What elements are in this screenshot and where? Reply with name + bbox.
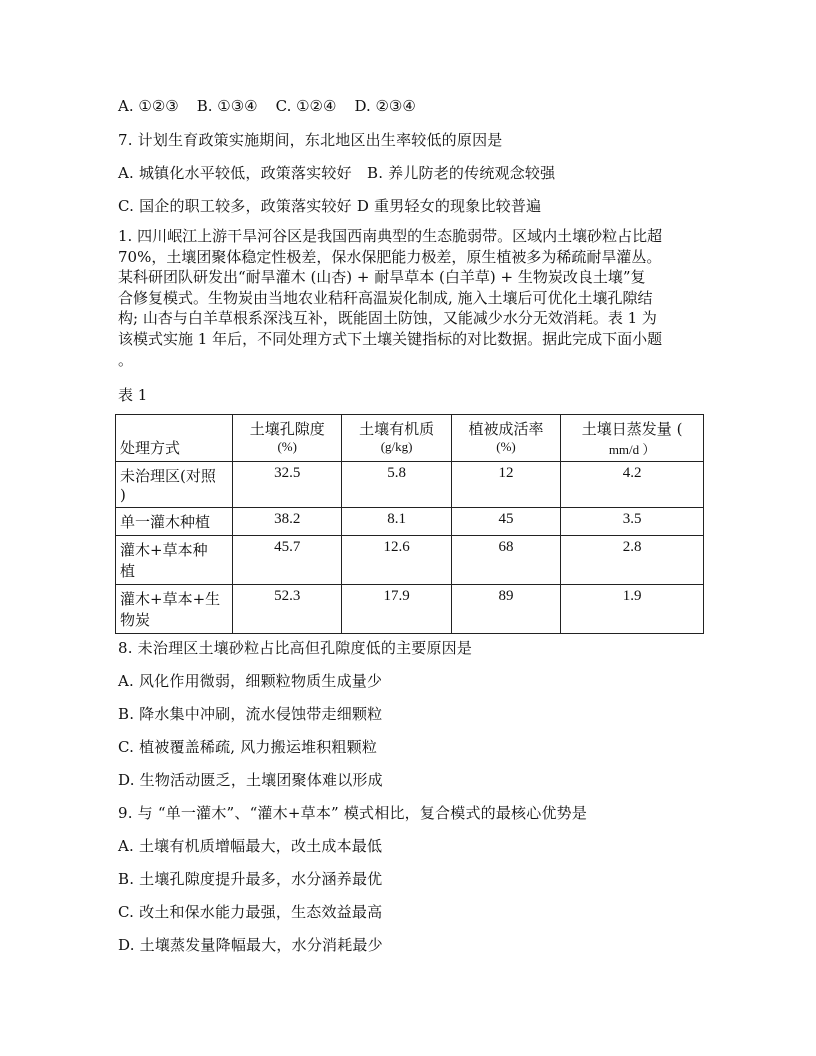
- passage-line: 合修复模式。生物炭由当地农业秸秆高温炭化制成, 施入土壤后可优化土壤孔隙结: [118, 288, 653, 307]
- q8-option-b: B. 降水集中冲刷，流水侵蚀带走细颗粒: [118, 705, 383, 723]
- q6-option-b: B. ①③④: [196, 97, 258, 115]
- passage-line: 。: [118, 350, 134, 369]
- q6-options: [118, 96, 416, 116]
- cell-organic-matter: 5.8: [342, 462, 451, 508]
- q7-options-ab: A. 城镇化水平较低，政策落实较好 B. 养儿防老的传统观念较强: [118, 164, 556, 182]
- cell-survival-rate: 89: [451, 585, 560, 634]
- table-row: [116, 536, 704, 585]
- q9-option-b: B. 土壤孔隙度提升最多，水分涵养最优: [118, 870, 383, 888]
- header-survival-rate: 植被成活率 (%): [451, 415, 560, 462]
- row-label: 未治理区(对照 ): [116, 462, 233, 508]
- q6-option-d: D. ②③④: [354, 97, 416, 115]
- passage-line: 构; 山杏与白羊草根系深浅互补，既能固土防蚀，又能减少水分无效消耗。表 1 为: [118, 309, 657, 328]
- data-table: [115, 414, 704, 634]
- cell-porosity: 32.5: [233, 462, 342, 508]
- row-label: 单一灌木种植: [116, 508, 233, 536]
- table-row: [116, 462, 704, 508]
- material-passage: [118, 226, 708, 370]
- q8-stem: 8. 未治理区土壤砂粒占比高但孔隙度低的主要原因是: [118, 639, 473, 657]
- q9-option-a: A. 土壤有机质增幅最大，改土成本最低: [118, 837, 383, 855]
- cell-porosity: 45.7: [233, 536, 342, 585]
- table-header-row: [116, 415, 704, 462]
- header-organic-matter: 土壤有机质 (g/kg): [342, 415, 451, 462]
- cell-evaporation: 2.8: [561, 536, 704, 585]
- q6-option-c: C. ①②④: [275, 97, 337, 115]
- table-row: [116, 585, 704, 634]
- header-treatment: 处理方式: [116, 415, 233, 462]
- cell-organic-matter: 8.1: [342, 508, 451, 536]
- cell-porosity: 38.2: [233, 508, 342, 536]
- passage-line: 70%，土壤团聚体稳定性极差，保水保肥能力极差，原生植被多为稀疏耐旱灌丛。: [118, 247, 662, 266]
- q9-option-d: D. 土壤蒸发量降幅最大，水分消耗最少: [118, 936, 383, 954]
- row-label: 灌木+草本+生 物炭: [116, 585, 233, 634]
- q6-option-a: A. ①②③: [118, 97, 179, 115]
- table-row: [116, 508, 704, 536]
- q9-stem: 9. 与 “单一灌木”、“灌木+草本” 模式相比，复合模式的最核心优势是: [118, 804, 588, 822]
- q8-option-d: D. 生物活动匮乏，土壤团聚体难以形成: [118, 771, 383, 789]
- row-label: 灌木+草本种 植: [116, 536, 233, 585]
- cell-porosity: 52.3: [233, 585, 342, 634]
- q7-stem: 7. 计划生育政策实施期间，东北地区出生率较低的原因是: [118, 131, 503, 149]
- cell-survival-rate: 68: [451, 536, 560, 585]
- cell-evaporation: 4.2: [561, 462, 704, 508]
- table-caption: 表 1: [118, 386, 148, 404]
- q9-option-c: C. 改土和保水能力最强，生态效益最高: [118, 903, 383, 921]
- cell-organic-matter: 12.6: [342, 536, 451, 585]
- passage-line: 该模式实施 1 年后，不同处理方式下土壤关键指标的对比数据。据此完成下面小题: [118, 329, 663, 348]
- header-porosity: 土壤孔隙度 (%): [233, 415, 342, 462]
- header-evaporation: 土壤日蒸发量 ( mm/d ）: [561, 415, 704, 462]
- cell-survival-rate: 45: [451, 508, 560, 536]
- passage-line: 某科研团队研发出“耐旱灌木 (山杏) + 耐旱草本 (白羊草) + 生物炭改良土壤”复: [118, 268, 646, 287]
- cell-evaporation: 1.9: [561, 585, 704, 634]
- cell-survival-rate: 12: [451, 462, 560, 508]
- cell-evaporation: 3.5: [561, 508, 704, 536]
- q7-options-cd: C. 国企的职工较多，政策落实较好 D 重男轻女的现象比较普遍: [118, 197, 542, 215]
- q8-option-c: C. 植被覆盖稀疏, 风力搬运堆积粗颗粒: [118, 738, 378, 756]
- q8-option-a: A. 风化作用微弱，细颗粒物质生成量少: [118, 672, 383, 690]
- cell-organic-matter: 17.9: [342, 585, 451, 634]
- passage-line: 1. 四川岷江上游干旱河谷区是我国西南典型的生态脆弱带。区域内土壤砂粒占比超: [118, 227, 663, 245]
